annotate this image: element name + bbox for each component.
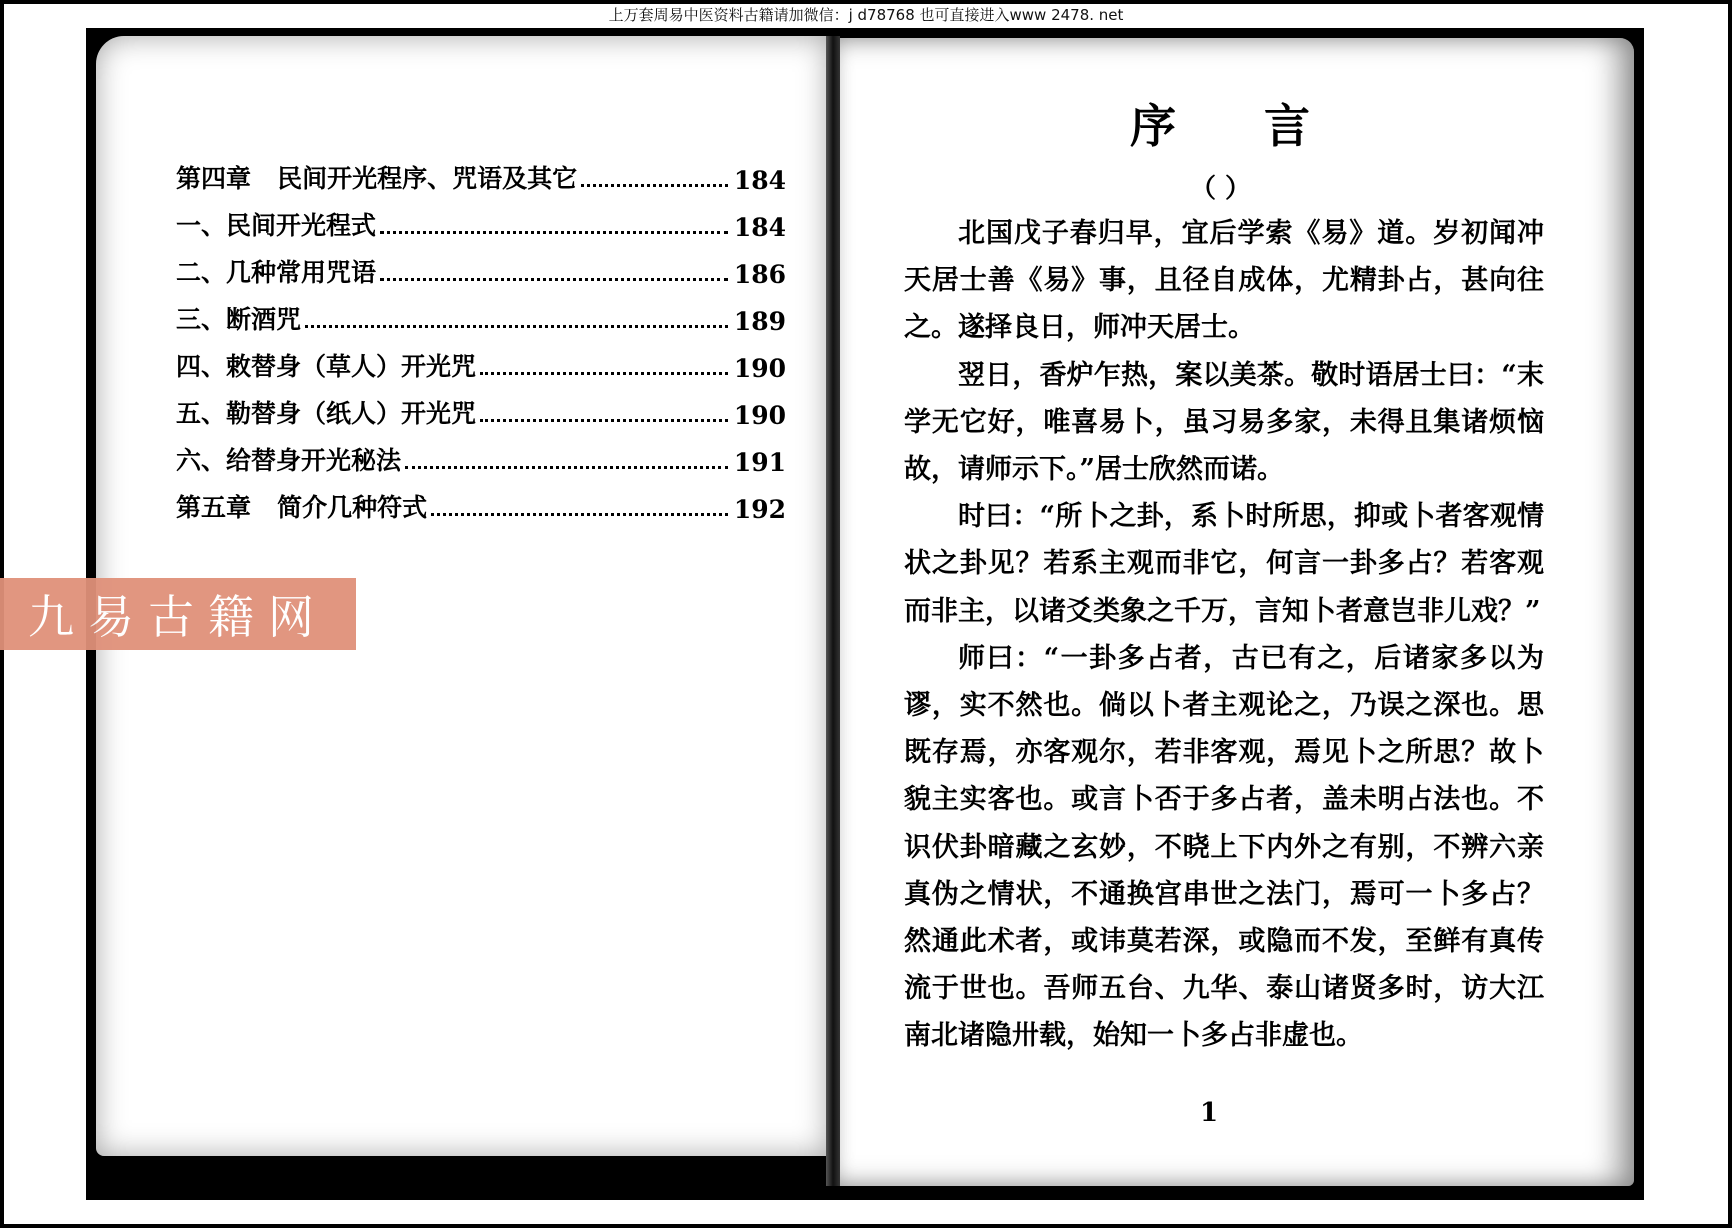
section-marker: （ ）: [1190, 174, 1252, 204]
table-of-contents: [176, 148, 786, 524]
paragraph: 时曰：“所卜之卦，系卜时所思，抑或卜者客观情状之卦见？若系主观而非它，何言一卦多占？若客观而非主，以诸爻类象之千万，言知卜者意岂非儿戏？”: [904, 501, 1544, 627]
paragraph: 师曰：“一卦多占者，古已有之，后诸家多以为谬，实不然也。倘以卜者主观论之，乃误之深也。思既存焉，亦客观尔，若非客观，焉见卜之所思？故卜貌主实客也。或言卜否于多占者，盖未明占法也。不识伏卦暗藏之玄妙，不晓上下内外之有别，不辨六亲真伪之情状，不通换宫串世之法门，焉可一卜多占？然通此术者，或讳莫若深，或隐而不发，至鲜有真传流于世也。吾师五台、九华、泰山诸贤多时，访大江南北诸隐卅载，始知一卜多占非虚也。: [904, 642, 1544, 1052]
toc-title: 第五章 简介几种符式: [176, 493, 428, 522]
toc-leader: [380, 278, 728, 281]
toc-title: 五、勒替身（纸人）开光咒: [176, 399, 477, 428]
toc-row: [176, 383, 786, 430]
toc-page-number: 190: [733, 354, 786, 383]
page-number: 1: [1200, 1098, 1219, 1128]
preface-body: [904, 210, 1544, 1060]
toc-row: [176, 477, 786, 524]
site-watermark: 九易古籍网: [0, 578, 356, 650]
paragraph: 北国戊子春归早，宜后学索《易》道。岁初闻冲天居士善《易》事，且径自成体，尤精卦占，甚向往之。遂择良日，师冲天居士。: [904, 218, 1544, 344]
toc-page-number: 192: [733, 495, 786, 524]
toc-row: [176, 430, 786, 477]
toc-leader: [581, 184, 728, 187]
toc-page-number: 184: [733, 213, 786, 242]
toc-page-number: 189: [733, 307, 786, 336]
toc-leader: [431, 513, 728, 516]
toc-page-number: 186: [733, 260, 786, 289]
toc-row: [176, 289, 786, 336]
toc-page-number: 190: [733, 401, 786, 430]
preface-heading: [1130, 90, 1310, 156]
book-gutter: [826, 36, 840, 1186]
heading-char: 言: [1264, 99, 1310, 153]
toc-title: 四、敕替身（草人）开光咒: [176, 352, 477, 381]
toc-row: [176, 336, 786, 383]
toc-row: [176, 195, 786, 242]
toc-title: 三、断酒咒: [176, 305, 302, 334]
toc-page-number: 184: [733, 166, 786, 195]
toc-row: [176, 242, 786, 289]
toc-leader: [305, 325, 728, 328]
paragraph: 翌日，香炉乍热，案以美茶。敬时语居士曰：“末学无它好，唯喜易卜，虽习易多家，未得且集诸烦恼故，请师示下。”居士欣然而诺。: [904, 359, 1544, 486]
toc-leader: [380, 231, 728, 234]
toc-title: 一、民间开光程式: [176, 211, 377, 240]
heading-char: 序: [1130, 99, 1176, 153]
toc-page-number: 191: [733, 448, 786, 477]
toc-title: 六、给替身开光秘法: [176, 446, 402, 475]
toc-leader: [405, 466, 728, 469]
toc-title: 二、几种常用咒语: [176, 258, 377, 287]
top-banner: 上万套周易中医资料古籍请加微信：j d78768 也可直接进入www 2478. net: [608, 6, 1124, 24]
toc-row: [176, 148, 786, 195]
toc-leader: [480, 372, 728, 375]
toc-leader: [480, 419, 728, 422]
toc-title: 第四章 民间开光程序、咒语及其它: [176, 164, 578, 193]
